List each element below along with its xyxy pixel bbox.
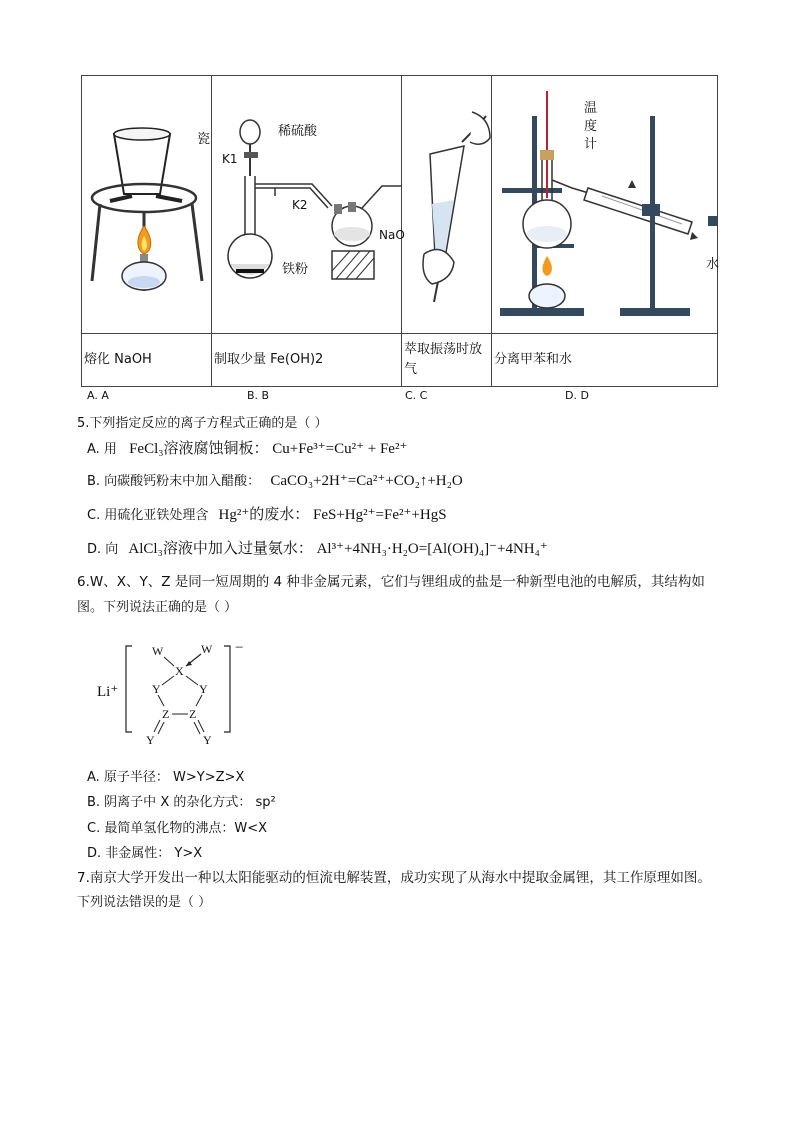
caption-d: 分离甲苯和水 [492, 334, 718, 387]
water-label: 水 [706, 257, 720, 272]
q5-option-a[interactable] [87, 437, 407, 458]
q5-b-equation: CaCO₃+2H⁺=Ca²⁺+CO₂↑+H₂O [270, 473, 463, 489]
caption-c: 萃取振荡时放气 [402, 334, 492, 387]
atom-y-right: Y [199, 682, 208, 696]
q6-option-a[interactable]: A. 原子半径： W>Y>Z>X [87, 770, 245, 785]
q5-option-d[interactable] [87, 537, 548, 558]
q6-option-d[interactable]: D. 非金属性： Y>X [87, 846, 203, 861]
lithium-ion-label: Li⁺ [97, 684, 119, 700]
atom-y-bottom-right: Y [203, 733, 212, 747]
q6-stem-line-1: 6.W、X、Y、Z 是同一短周期的 4 种非金属元素，它们与锂组成的盐是一种新型电池的电解质，其结构如 [77, 574, 705, 590]
atom-z-left: Z [162, 707, 170, 721]
q6-stem-line-2: 图。下列说法正确的是（ ） [77, 600, 238, 615]
cell-a-image [82, 76, 212, 334]
q6-option-b[interactable]: B. 阴离子中 X 的杂化方式： sp² [87, 795, 276, 810]
q5-c-equation: Hg²⁺的废水： FeS+Hg²⁺=Fe²⁺+HgS [218, 507, 447, 523]
atom-y-left: Y [152, 682, 161, 696]
anion-charge-label: − [235, 640, 244, 656]
q6-option-c[interactable]: C. 最简单氢化物的沸点：W<X [87, 821, 267, 836]
q7-stem-line-1: 7.南京大学开发出一种以太阳能驱动的恒流电解装置，成功实现了从海水中提取金属锂，其工作原理如图。 [77, 870, 711, 886]
q5-d-equation: AlCl₃溶液中加入过量氨水： Al³⁺+4NH₃·H₂O=[Al(OH)₄]⁻+4NH₄⁺ [128, 541, 548, 557]
caption-a: 熔化 NaOH [82, 334, 212, 387]
atom-y-bottom-left: Y [146, 733, 155, 747]
thermometer-char-3: 计 [584, 137, 598, 152]
q4-option-a[interactable]: A. A [87, 389, 109, 402]
apparatus-table [81, 75, 718, 387]
q4-option-b[interactable]: B. B [247, 389, 270, 402]
separatory-funnel-venting [402, 76, 491, 329]
iron-powder-label: 铁粉 [282, 262, 309, 277]
q5-d-label: D. 向 [87, 542, 119, 557]
cell-d-image [492, 76, 718, 334]
q4-option-d[interactable]: D. D [565, 389, 589, 402]
atom-w-left: W [152, 644, 164, 658]
atom-z-right: Z [189, 707, 197, 721]
naoh-label: NaO [379, 228, 405, 242]
q5-c-label: C. 用硫化亚铁处理含 [87, 508, 209, 523]
atom-w-right: W [201, 642, 213, 656]
caption-b: 制取少量 Fe(OH)2 [212, 334, 402, 387]
naoh-melting-apparatus [82, 76, 211, 329]
q4-option-c[interactable]: C. C [405, 389, 428, 402]
cell-c-image [402, 76, 492, 334]
porcelain-label: 瓷 [197, 132, 211, 147]
thermometer-label [584, 100, 597, 154]
q5-option-b[interactable] [87, 470, 463, 490]
q5-stem: 5.下列指定反应的离子方程式正确的是（ ） [77, 416, 328, 431]
q7-stem-line-2: 下列说法错误的是（ ） [77, 895, 212, 910]
thermometer-char-2: 度 [584, 119, 598, 134]
k1-label: K1 [222, 152, 238, 166]
q5-b-label: B. 向碳酸钙粉末中加入醋酸： [87, 474, 261, 489]
k2-label: K2 [292, 198, 308, 212]
distillation-apparatus [492, 76, 720, 329]
thermometer-char-1: 温 [584, 101, 598, 116]
q5-option-c[interactable] [87, 503, 447, 524]
anion-structure-diagram [94, 640, 264, 750]
dilute-acid-label: 稀硫酸 [278, 124, 318, 139]
q5-a-equation: FeCl₃溶液腐蚀铜板： Cu+Fe³⁺=Cu²⁺ + Fe²⁺ [129, 441, 408, 457]
cell-b-image [212, 76, 405, 334]
atom-x: X [175, 664, 184, 678]
q5-a-label: A. 用 [87, 442, 117, 457]
